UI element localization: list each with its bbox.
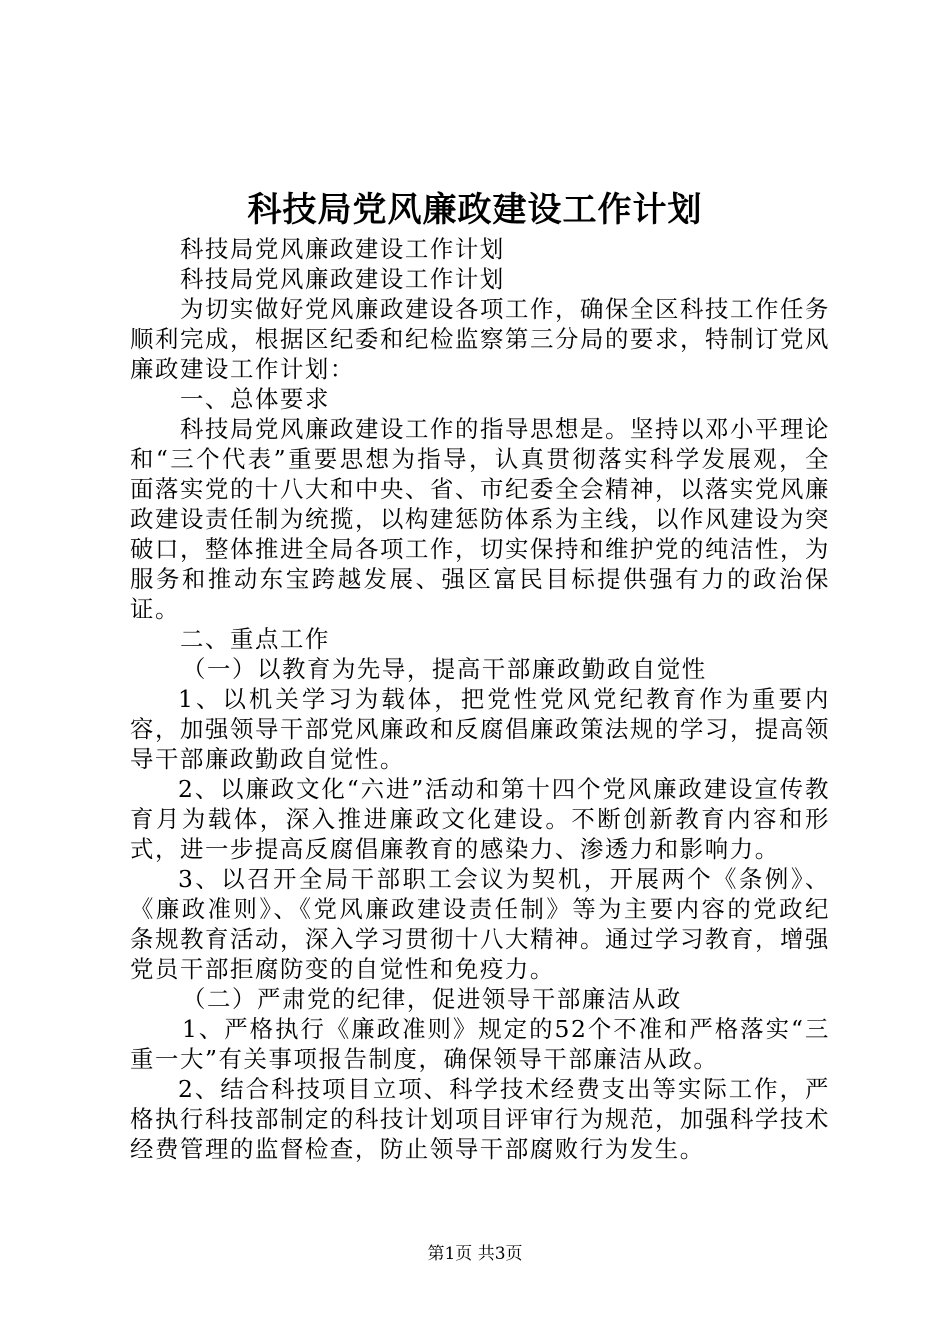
subtitle-line-2: 科技局党风廉政建设工作计划 — [180, 265, 505, 293]
section-heading-key-work: 二、重点工作 — [180, 625, 330, 653]
page-number: 第1页 共3页 — [427, 1244, 523, 1264]
document-title: 科技局党风廉政建设工作计划 — [247, 190, 703, 230]
section-heading-general: 一、总体要求 — [180, 385, 330, 413]
discipline-item-2: 2、结合科技项目立项、科学技术经费支出等实际工作，严格执行科技部制定的科技计划项目评审行为规范，加强科学技术经费管理的监督检查，防止领导干部腐败行为发生。 — [130, 1075, 830, 1163]
document-body — [130, 234, 830, 1164]
subsection-heading-discipline: （二）严肃党的纪律，促进领导干部廉洁从政 — [182, 985, 682, 1013]
general-requirements-paragraph: 科技局党风廉政建设工作的指导思想是。坚持以邓小平理论和“三个代表”重要思想为指导，认真贯彻落实科学发展观，全面落实党的十八大和中央、省、市纪委全会精神，以落实党风廉政建设责任制为统揽，以构建惩防体系为主线，以作风建设为突破口，整体推进全局各项工作，切实保持和维护党的纯洁性，为服务和推动东宝跨越发展、强区富民目标提供强有力的政治保证。 — [130, 415, 830, 623]
discipline-item-1: 1、严格执行《廉政准则》规定的52个不准和严格落实“三重一大”有关事项报告制度，确保领导干部廉洁从政。 — [130, 1015, 830, 1073]
subsection-heading-education: （一）以教育为先导，提高干部廉政勤政自觉性 — [182, 655, 707, 683]
education-item-2: 2、以廉政文化“六进”活动和第十四个党风廉政建设宣传教育月为载体，深入推进廉政文化建设。不断创新教育内容和形式，进一步提高反腐倡廉教育的感染力、渗透力和影响力。 — [130, 775, 830, 863]
education-item-3: 3、以召开全局干部职工会议为契机，开展两个《条例》、《廉政准则》、《党风廉政建设责任制》等为主要内容的党政纪条规教育活动，深入学习贯彻十八大精神。通过学习教育，增强党员干部拒腐防变的自觉性和免疫力。 — [130, 865, 830, 983]
intro-paragraph: 为切实做好党风廉政建设各项工作，确保全区科技工作任务顺利完成，根据区纪委和纪检监察第三分局的要求，特制订党风廉政建设工作计划： — [130, 295, 830, 383]
education-item-1: 1、以机关学习为载体，把党性党风党纪教育作为重要内容，加强领导干部党风廉政和反腐倡廉政策法规的学习，提高领导干部廉政勤政自觉性。 — [130, 685, 830, 773]
subtitle-line-1: 科技局党风廉政建设工作计划 — [180, 235, 505, 263]
